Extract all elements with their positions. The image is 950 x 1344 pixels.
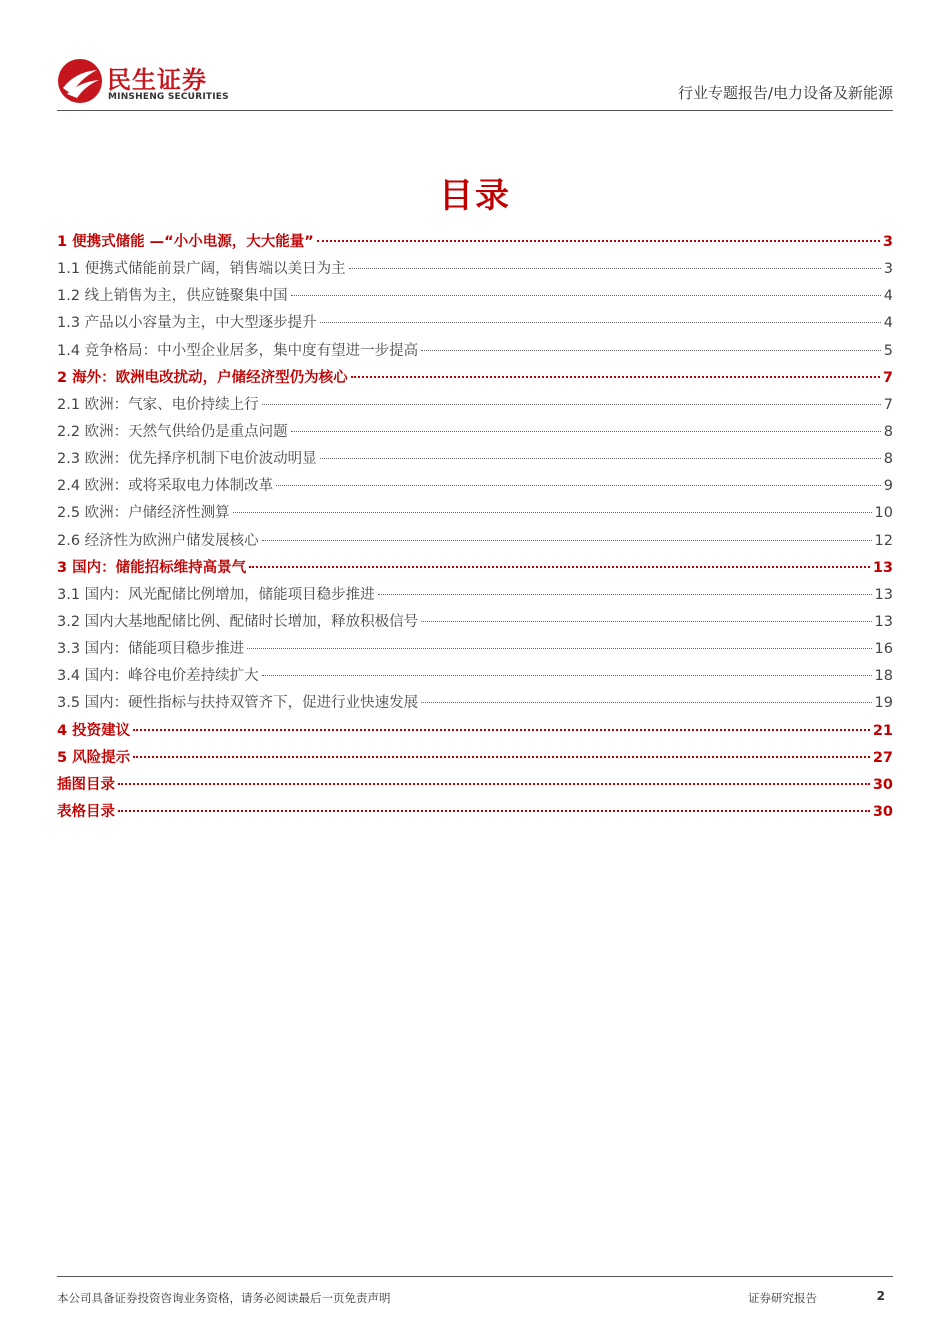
toc-entry-label: 2.5 欧洲：户储经济性测算	[57, 505, 230, 522]
toc-dot-leader	[317, 240, 880, 242]
toc-entry[interactable]	[57, 555, 893, 582]
toc-dot-leader	[262, 675, 872, 676]
toc-entry-label: 3.4 国内：峰谷电价差持续扩大	[57, 668, 259, 685]
toc-entry[interactable]	[57, 690, 893, 717]
toc-entry-page: 18	[874, 668, 893, 685]
toc-entry-page: 3	[883, 261, 893, 278]
report-category: 行业专题报告/电力设备及新能源	[677, 84, 893, 102]
logo-text-en: MINSHENG SECURITIES	[108, 92, 229, 102]
toc-entry-label: 1.4 竞争格局：中小型企业居多，集中度有望进一步提高	[57, 342, 419, 359]
toc-entry[interactable]	[57, 392, 893, 419]
toc-entry-label: 表格目录	[57, 803, 115, 820]
toc-entry[interactable]	[57, 609, 893, 636]
toc-entry-page: 8	[883, 451, 893, 468]
toc-entry-page: 4	[883, 288, 893, 305]
toc-entry-page: 13	[872, 559, 893, 576]
toc-entry-label: 3 国内：储能招标维持高景气	[57, 559, 247, 576]
toc-entry[interactable]	[57, 473, 893, 500]
toc-entry-page: 27	[872, 749, 893, 766]
toc-entry-page: 21	[872, 722, 893, 739]
toc-dot-leader	[349, 268, 881, 269]
toc-dot-leader	[133, 729, 870, 731]
toc-entry-page: 5	[883, 342, 893, 359]
toc-dot-leader	[247, 648, 871, 649]
toc-entry-label: 3.3 国内：储能项目稳步推进	[57, 641, 245, 658]
toc-entry-label: 3.2 国内大基地配储比例、配储时长增加，释放积极信号	[57, 613, 419, 630]
toc-dot-leader	[233, 512, 872, 513]
toc-dot-leader	[351, 376, 880, 378]
footer-disclaimer: 本公司具备证券投资咨询业务资格，请务必阅读最后一页免责声明	[57, 1291, 391, 1305]
toc-entry-page: 12	[874, 532, 893, 549]
logo-text-cn: 民生证券	[107, 66, 207, 94]
toc-entry-label: 1.1 便携式储能前景广阔，销售端以美日为主	[57, 261, 346, 278]
toc-dot-leader	[320, 322, 881, 323]
toc-dot-leader	[249, 566, 870, 568]
toc-dot-leader	[421, 350, 881, 351]
toc-entry[interactable]	[57, 256, 893, 283]
toc-entry-page: 7	[882, 369, 893, 386]
toc-entry-label: 4 投资建议	[57, 722, 131, 739]
toc-entry[interactable]	[57, 772, 893, 799]
toc-dot-leader	[276, 485, 881, 486]
minsheng-logo-icon	[57, 58, 103, 104]
toc-dot-leader	[291, 295, 881, 296]
footer-report-type: 证券研究报告	[748, 1291, 817, 1305]
toc-entry-label: 1 便携式储能 —“小小电源，大大能量”	[57, 234, 314, 250]
toc-entry[interactable]	[57, 419, 893, 446]
toc-entry-label: 插图目录	[57, 776, 115, 793]
toc-entry[interactable]	[57, 528, 893, 555]
toc-dot-leader	[262, 404, 881, 405]
table-of-contents	[57, 229, 893, 826]
toc-entry-label: 2.1 欧洲：气家、电价持续上行	[57, 396, 259, 413]
toc-entry[interactable]	[57, 718, 893, 745]
page-header	[57, 52, 893, 111]
toc-entry-page: 9	[883, 478, 893, 495]
toc-entry-page: 8	[883, 423, 893, 440]
page-footer	[57, 1276, 893, 1307]
minsheng-logo	[57, 58, 257, 104]
toc-entry-page: 30	[872, 776, 893, 793]
toc-entry-page: 10	[874, 505, 893, 522]
toc-entry-label: 2.2 欧洲：天然气供给仍是重点问题	[57, 423, 288, 440]
toc-entry[interactable]	[57, 338, 893, 365]
toc-entry-label: 2.4 欧洲：或将采取电力体制改革	[57, 478, 274, 495]
toc-dot-leader	[133, 756, 870, 758]
toc-entry-page: 4	[883, 315, 893, 332]
toc-entry-label: 2.3 欧洲：优先择序机制下电价波动明显	[57, 451, 317, 468]
toc-entry-page: 13	[874, 613, 893, 630]
toc-entry-label: 1.2 线上销售为主，供应链聚集中国	[57, 288, 288, 305]
toc-entry[interactable]	[57, 283, 893, 310]
toc-dot-leader	[118, 783, 870, 785]
toc-dot-leader	[320, 458, 881, 459]
toc-entry[interactable]	[57, 636, 893, 663]
toc-dot-leader	[421, 621, 871, 622]
toc-entry-page: 30	[872, 803, 893, 820]
toc-entry-label: 3.1 国内：风光配储比例增加，储能项目稳步推进	[57, 586, 375, 603]
toc-entry-label: 5 风险提示	[57, 749, 131, 766]
footer-page-number: 2	[876, 1289, 885, 1303]
toc-dot-leader	[118, 810, 870, 812]
toc-entry[interactable]	[57, 500, 893, 527]
toc-entry[interactable]	[57, 582, 893, 609]
toc-entry-page: 16	[874, 641, 893, 658]
page-title: 目录	[439, 176, 511, 216]
toc-dot-leader	[421, 702, 871, 703]
toc-entry-label: 2 海外：欧洲电改扰动，户储经济型仍为核心	[57, 369, 348, 386]
toc-dot-leader	[291, 431, 881, 432]
toc-entry-label: 1.3 产品以小容量为主，中大型逐步提升	[57, 315, 317, 332]
toc-dot-leader	[262, 540, 872, 541]
toc-entry[interactable]	[57, 663, 893, 690]
toc-entry[interactable]	[57, 446, 893, 473]
toc-entry-page: 3	[882, 234, 893, 250]
toc-dot-leader	[378, 594, 872, 595]
toc-entry[interactable]	[57, 310, 893, 337]
toc-entry-label: 3.5 国内：硬性指标与扶持双管齐下，促进行业快速发展	[57, 695, 419, 712]
toc-entry-page: 13	[874, 586, 893, 603]
toc-entry[interactable]	[57, 799, 893, 826]
toc-entry[interactable]	[57, 745, 893, 772]
toc-entry-page: 19	[874, 695, 893, 712]
toc-entry-page: 7	[883, 396, 893, 413]
toc-entry-label: 2.6 经济性为欧洲户储发展核心	[57, 532, 259, 549]
toc-entry[interactable]	[57, 365, 893, 392]
toc-entry[interactable]	[57, 229, 893, 256]
